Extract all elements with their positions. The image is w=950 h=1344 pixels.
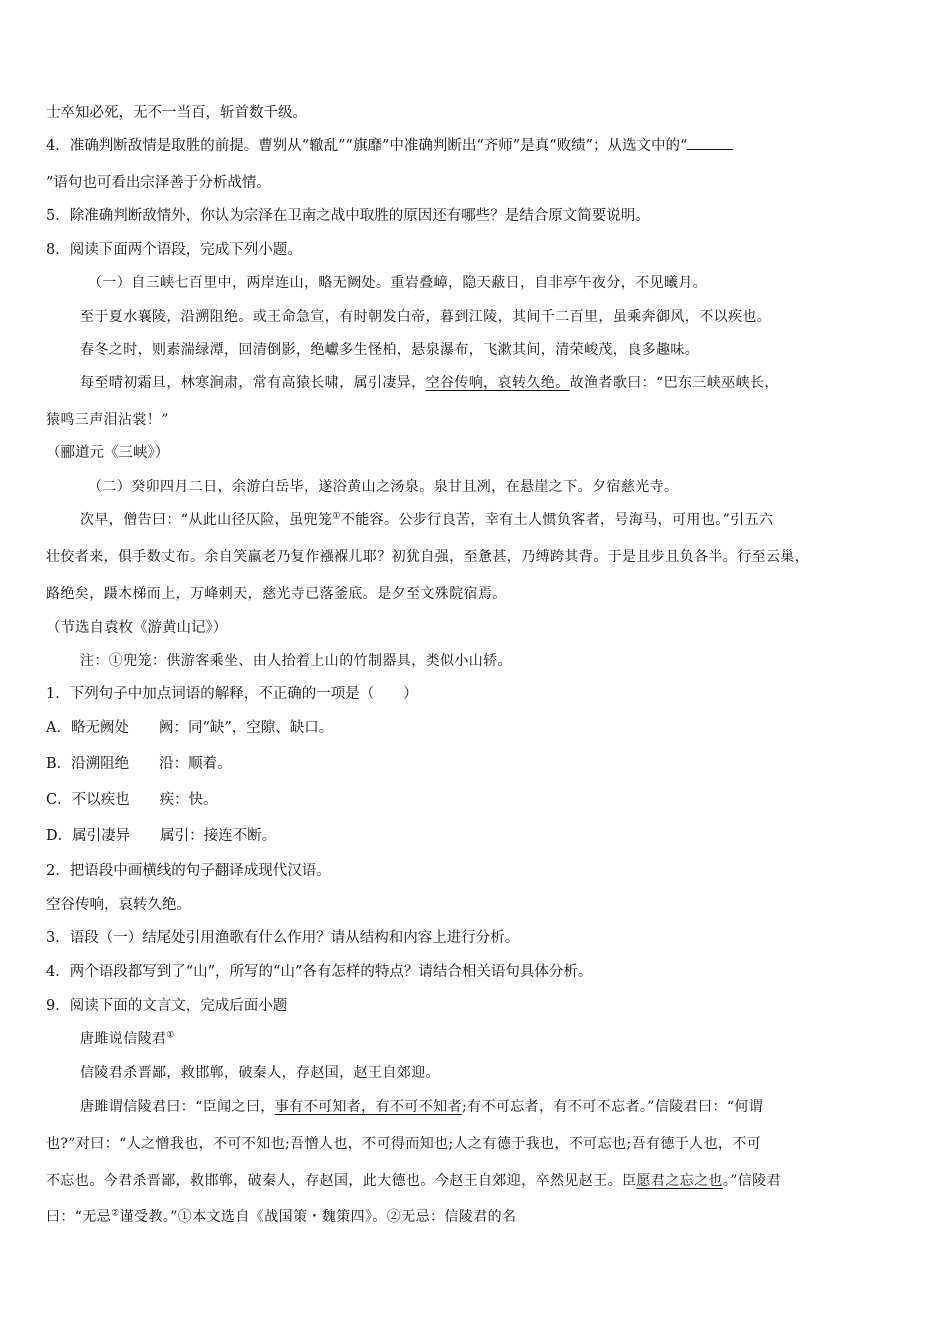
footnote-marker: ① [166,1030,175,1041]
passage-3-para-1: 信陵君杀晋鄙，救邯郸，破秦人，存赵国，赵王自郊迎。 [80,1065,440,1081]
passage-3-para-2-cont: 也?”对曰：“人之憎我也，不可不知也;吾憎人也，不可得而知也;人之有德于我也，不可忘也;吾有德于人也，不可 [46,1136,762,1152]
footnote: 注：①兜笼：供游客乘坐、由人抬着上山的竹制器具，类似小山轿。 [80,653,512,669]
passage-3-para-2: 唐雎谓信陵君曰：“臣闻之曰，事有不可知者，有不可不知者;有不可忘者，有不可不忘者。”信陵君曰：“何谓 [80,1099,764,1115]
section-8-title: 8．阅读下面两个语段，完成下列小题。 [46,242,302,258]
passage-3-para-2-cont: 曰：“无忌②谨受教。”①本文选自《战国策・魏策四》。②无忌：信陵君的名 [46,1208,517,1225]
footnote-marker: ② [111,1208,120,1219]
passage-1-para-4: 每至晴初霜旦，林寒涧肃，常有高猿长啸，属引凄异，空谷传响，哀转久绝。故渔者歌曰：“巴东三峡巫峡长， [80,375,779,391]
question-4b: 4．两个语段都写到了“山”，所写的“山”各有怎样的特点？请结合相关语句具体分析。 [46,964,593,980]
passage-2-para-2-cont: 路绝矣，蹑木梯而上，万峰刺天，慈光寺已落釜底。是夕至文殊院宿焉。 [46,586,507,602]
section-9-title: 9．阅读下面的文言文，完成后面小题 [46,998,288,1014]
underlined-sentence: 愿君之忘之也 [636,1173,723,1189]
question-5: 5．除准确判断敌情外，你认为宗泽在卫南之战中取胜的原因还有哪些？是结合原文简要说明。 [46,208,650,224]
passage-3-para-2-cont: 不忘也。今君杀晋鄙，救邯郸，破秦人，存赵国，此大德也。今赵王自郊迎，卒然见赵王。臣愿君之忘之也。”信陵君 [46,1173,781,1189]
passage-1-para-1: （一）自三峡七百里中，两岸连山，略无阙处。重岩叠嶂，隐天蔽日，自非亭午夜分，不见曦月。 [88,275,708,291]
question-4-cont: ”语句也可看出宗泽善于分析战情。 [46,175,271,191]
question-1: 1．下列句子中加点词语的解释，不正确的一项是（ ） [46,686,418,702]
text-line: 士卒知必死，无不一当百，斩首数千级。 [46,105,307,121]
source-citation-1: （郦道元《三峡》） [46,445,170,461]
passage-2-para-2: 次早，僧告曰：“从此山径仄险，虽兜笼①不能容。公步行良苦，幸有土人惯负客者，号海马，可用也。”引五六 [80,511,774,528]
passage-1-para-2: 至于夏水襄陵，沿溯阻绝。或王命急宣，有时朝发白帝，暮到江陵，其间千二百里，虽乘奔御风，不以疾也。 [80,309,772,325]
option-b[interactable]: B．沿溯阻绝 沿：顺着。 [46,756,232,772]
question-3: 3．语段（一）结尾处引用渔歌有什么作用？请从结构和内容上进行分析。 [46,930,520,946]
underlined-sentence: 空谷传响，哀转久绝。 [425,375,570,391]
passage-1-para-3: 春冬之时，则素湍绿潭，回清倒影，绝巘多生怪柏，悬泉瀑布，飞漱其间，清荣峻茂，良多趣味。 [80,342,700,358]
answer-blank[interactable] [687,137,733,150]
question-2: 2．把语段中画横线的句子翻译成现代汉语。 [46,863,331,879]
option-d[interactable]: D．属引凄异 属引：接连不断。 [46,828,277,844]
passage-2-para-1: （二）癸卯四月二日，余游白岳毕，遂浴黄山之汤泉。泉甘且冽，在悬崖之下。夕宿慈光寺。 [88,479,679,495]
option-a[interactable]: A．略无阙处 阙：同“缺”，空隙、缺口。 [46,720,334,736]
question-2-sentence: 空谷传响，哀转久绝。 [46,897,191,913]
passage-1-para-4-cont: 猿鸣三声泪沾裳！” [46,412,169,428]
passage-3-title: 唐雎说信陵君① [80,1030,175,1047]
footnote-marker: ① [332,511,341,522]
question-4: 4．准确判断敌情是取胜的前提。曹刿从“辙乱”“旗靡”中准确判断出“齐师”是真“败绩”；从选文中的“ [46,136,914,156]
passage-2-para-2-cont: 壮佼者来，俱手数丈布。余自笑羸老乃复作襁褓儿耶？初犹自强，至惫甚，乃缚跨其背。于是且步且负各半。行至云巢， [46,549,810,565]
option-c[interactable]: C．不以疾也 疾：快。 [46,792,218,808]
underlined-sentence: 事有不可知者，有不可不知者 [274,1099,462,1115]
source-citation-2: （节选自袁枚《游黄山记》） [46,620,228,636]
